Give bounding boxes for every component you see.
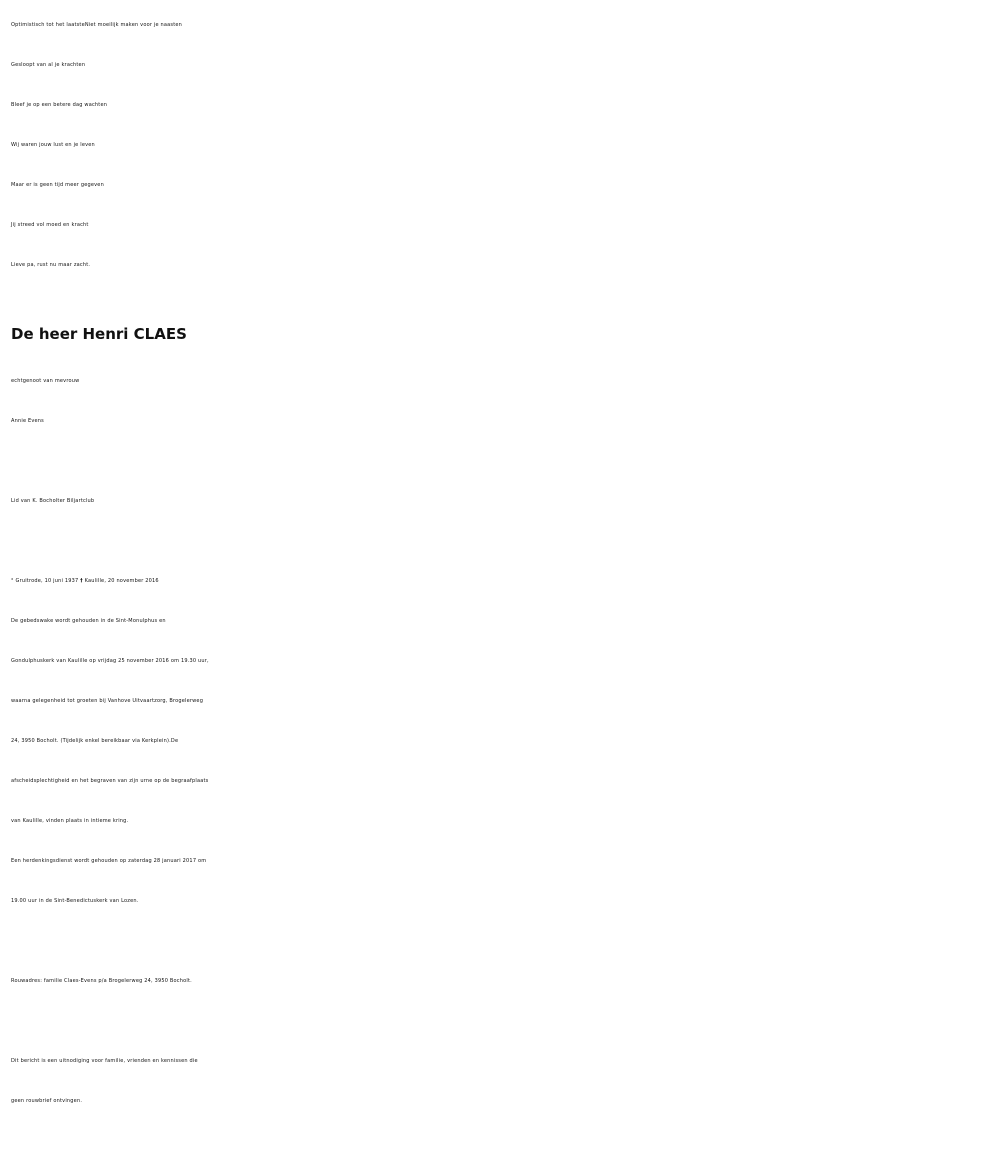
spacer [11, 921, 988, 961]
ceremony-line: Een herdenkingsdienst wordt gehouden op zaterdag 28 januari 2017 om [11, 858, 207, 864]
ceremony-line: Gondulphuskerk van Kaulille op vrijdag 25 november 2016 om 19.30 uur, [11, 658, 209, 664]
spouse-line: echtgenoot van mevrouw [11, 378, 80, 384]
notice-line: geen rouwbrief ontvingen. [11, 1098, 83, 1104]
deceased-name: De heer Henri CLAES [11, 325, 187, 343]
spacer [11, 1001, 988, 1041]
poem-line: Jij streed vol moed en kracht [11, 222, 89, 228]
mourning-address: Rouwadres: familie Claes-Evens p/a Brogelerweg 24, 3950 Bocholt. [11, 978, 192, 984]
spouse-name: Annie Evens [11, 418, 44, 424]
memorial-poem [11, 5, 988, 285]
poem-line: Maar er is geen tijd meer gegeven [11, 182, 104, 188]
ceremony-line: De gebedswake wordt gehouden in de Sint-Monulphus en [11, 618, 166, 624]
invitation-notice [11, 1041, 988, 1121]
ceremony-line: waarna gelegenheid tot groeten bij Vanhove Uitvaartzorg, Brogelerweg [11, 698, 204, 704]
spacer [11, 521, 988, 561]
notice-line: Dit bericht is een uitnodiging voor familie, vrienden en kennissen die [11, 1058, 198, 1064]
cross-icon: † [80, 578, 83, 584]
ceremony-line: 19.00 uur in de Sint-Benedictuskerk van Lozen. [11, 898, 139, 904]
membership: Lid van K. Bocholter Biljartclub [11, 498, 95, 504]
poem-line: Lieve pa, rust nu maar zacht. [11, 262, 91, 268]
birth-info: ° Gruitrode, 10 juni 1937 [11, 578, 79, 584]
ceremony-line: van Kaulille, vinden plaats in intieme kring. [11, 818, 129, 824]
ceremony-info [11, 601, 988, 921]
poem-line: Gesloopt van al je krachten [11, 62, 86, 68]
death-info: Kaulille, 20 november 2016 [84, 578, 159, 584]
life-dates [11, 561, 988, 601]
spacer [11, 441, 988, 481]
poem-line: Bleef je op een betere dag wachten [11, 102, 108, 108]
ceremony-line: afscheidsplechtigheid en het begraven van zijn urne op de begraafplaats [11, 778, 209, 784]
poem-line: Wij waren jouw lust en je leven [11, 142, 95, 148]
ceremony-line: 24, 3950 Bocholt. (Tijdelijk enkel bereikbaar via Kerkplein).De [11, 738, 179, 744]
poem-line: Optimistisch tot het laatsteNiet moeilijk maken voor je naasten [11, 22, 183, 28]
